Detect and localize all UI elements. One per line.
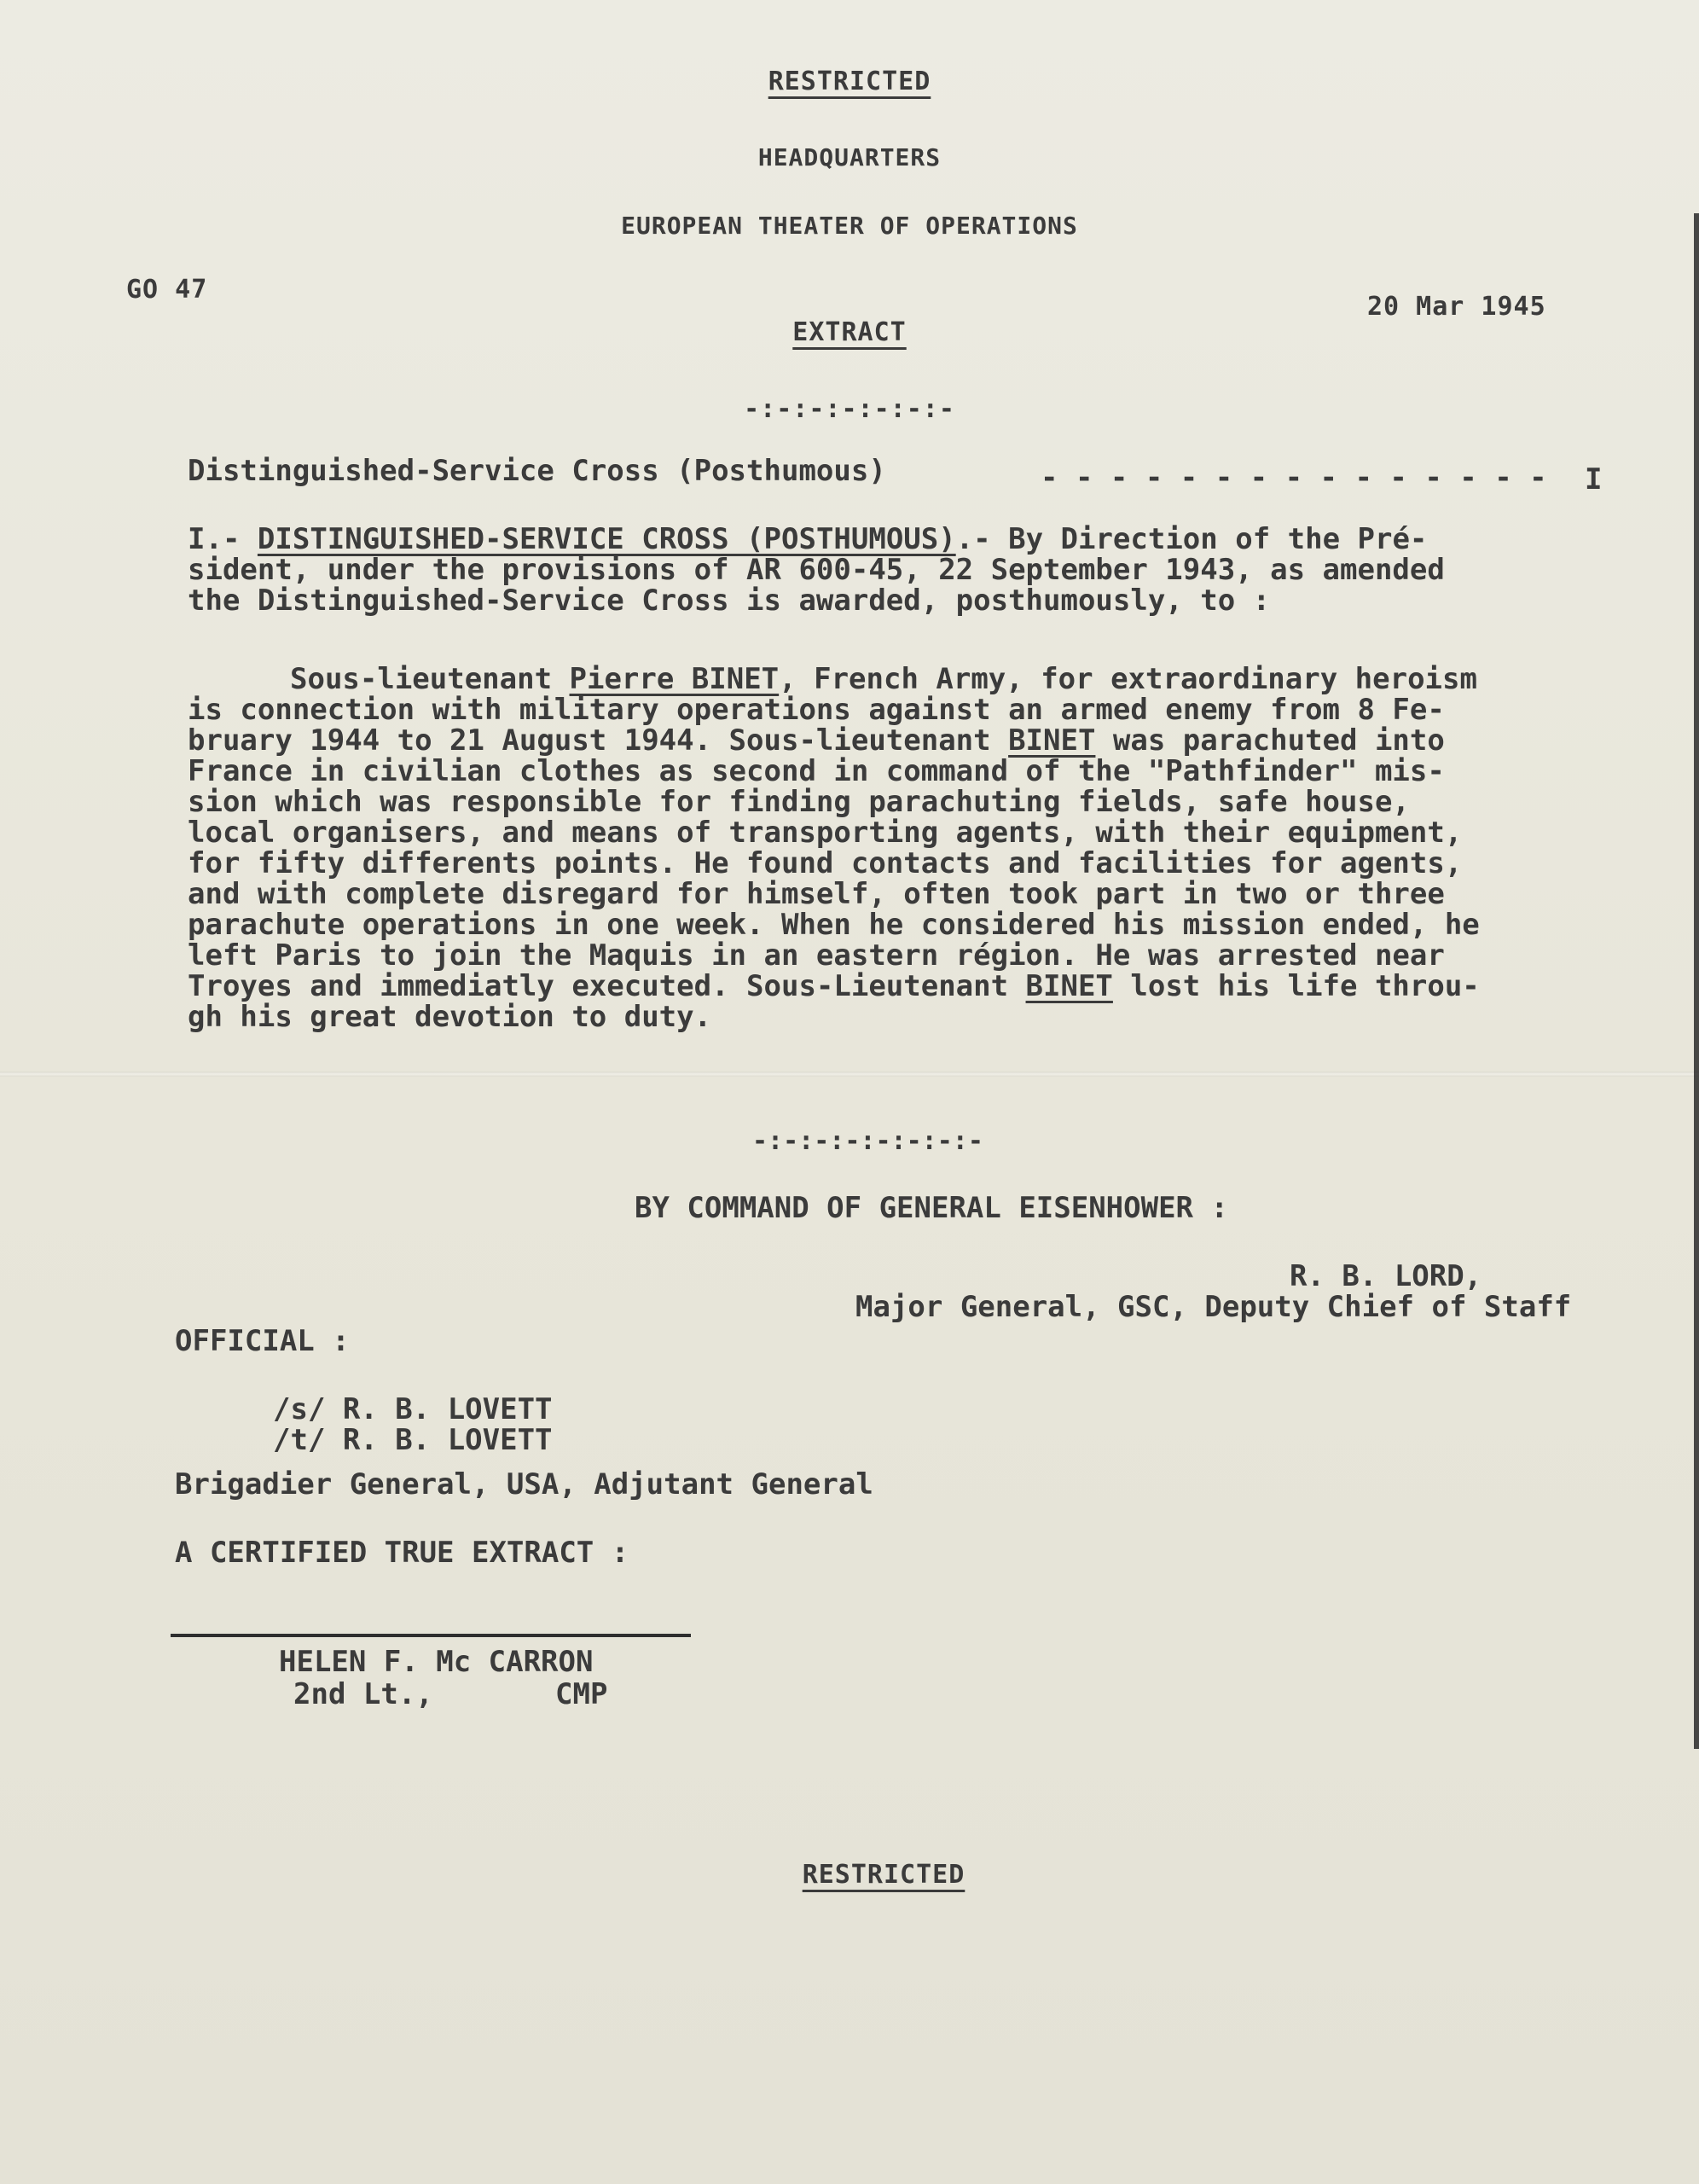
citation-line-6: local organisers, and means of transporting agents, with their equipment, (188, 816, 1463, 850)
adjutant-title: Brigadier General, USA, Adjutant General (175, 1467, 873, 1502)
signed-line: /s/ R. B. LOVETT (273, 1392, 553, 1426)
headquarters-heading: HEADQUARTERS (757, 143, 942, 171)
signer-title: Major General, GSC, Deputy Chief of Staff (855, 1290, 1572, 1324)
page-edge-shadow (1694, 213, 1699, 1749)
citation-line-7: for fifty differents points. He found contacts and facilities for agents, (188, 846, 1463, 880)
section-1-line-1-rest: .- By Direction of the Pré- (955, 522, 1428, 556)
theater-heading: EUROPEAN THEATER OF OPERATIONS (621, 212, 1078, 240)
citation-line-12: gh his great devotion to duty. (188, 1000, 712, 1034)
recipient-name: BINET (1008, 723, 1096, 758)
citation-line-4: France in civilian clothes as second in command of the "Pathfinder" mis- (188, 754, 1445, 788)
certified-label: A CERTIFIED TRUE EXTRACT : (175, 1536, 629, 1570)
section-1-line-1 (188, 522, 1427, 556)
restricted-header: RESTRICTED (768, 67, 931, 96)
fold-crease (0, 1072, 1699, 1077)
citation-line-3 (188, 723, 1445, 758)
citation-text: Sous-lieutenant (290, 662, 570, 696)
section-number: I.- (188, 522, 241, 556)
citation-line-5: sion which was responsible for finding parachuting fields, safe house, (188, 785, 1410, 819)
typed-line: /t/ R. B. LOVETT (273, 1423, 553, 1457)
extract-heading: EXTRACT (792, 317, 907, 347)
index-dashes: - - - - - - - - - - - - - - - (1041, 461, 1547, 495)
signature-line (171, 1634, 691, 1637)
citation-line-8: and with complete disregard for himself, often took part in two or three (188, 877, 1445, 911)
command-line: BY COMMAND OF GENERAL EISENHOWER : (635, 1191, 1228, 1225)
citation-text: , French Army, for extraordinary heroism (779, 662, 1477, 696)
citation-line-10: left Paris to join the Maquis in an eastern région. He was arrested near (188, 938, 1445, 973)
official-label: OFFICIAL : (175, 1324, 350, 1358)
separator-bottom: -:-:-:-:-:-:-:- (752, 1126, 983, 1156)
restricted-footer: RESTRICTED (802, 1860, 965, 1890)
citation-text: lost his life throu- (1112, 969, 1480, 1003)
citation-line-1 (290, 662, 1477, 696)
section-1-line-3: the Distinguished-Service Cross is awarded, posthumously, to : (188, 584, 1271, 618)
citation-text: Troyes and immediatly executed. Sous-Lieutenant (188, 969, 1026, 1003)
citation-line-2: is connection with military operations against an armed enemy from 8 Fe- (188, 693, 1445, 727)
certifier-rank: 2nd Lt., CMP (293, 1677, 608, 1711)
section-heading: DISTINGUISHED-SERVICE CROSS (POSTHUMOUS) (257, 522, 956, 556)
citation-line-9: parachute operations in one week. When he considered his mission ended, he (188, 908, 1480, 942)
citation-line-11 (188, 969, 1480, 1003)
index-section-number: I (1585, 462, 1603, 497)
recipient-name: Pierre BINET (569, 662, 780, 696)
general-order-number: GO 47 (126, 275, 208, 305)
order-date: 20 Mar 1945 (1367, 292, 1546, 322)
certifier-name: HELEN F. Mc CARRON (279, 1645, 594, 1679)
citation-text: was parachuted into (1095, 723, 1445, 758)
signer-name: R. B. LORD, (1290, 1259, 1482, 1293)
recipient-name: BINET (1025, 969, 1113, 1003)
section-1-line-2: sident, under the provisions of AR 600-45, 22 September 1943, as amended (188, 553, 1445, 587)
index-label: Distinguished-Service Cross (Posthumous) (188, 454, 886, 488)
citation-text: bruary 1944 to 21 August 1944. Sous-lieutenant (188, 723, 1009, 758)
separator-top: -:-:-:-:-:-:- (744, 394, 955, 424)
